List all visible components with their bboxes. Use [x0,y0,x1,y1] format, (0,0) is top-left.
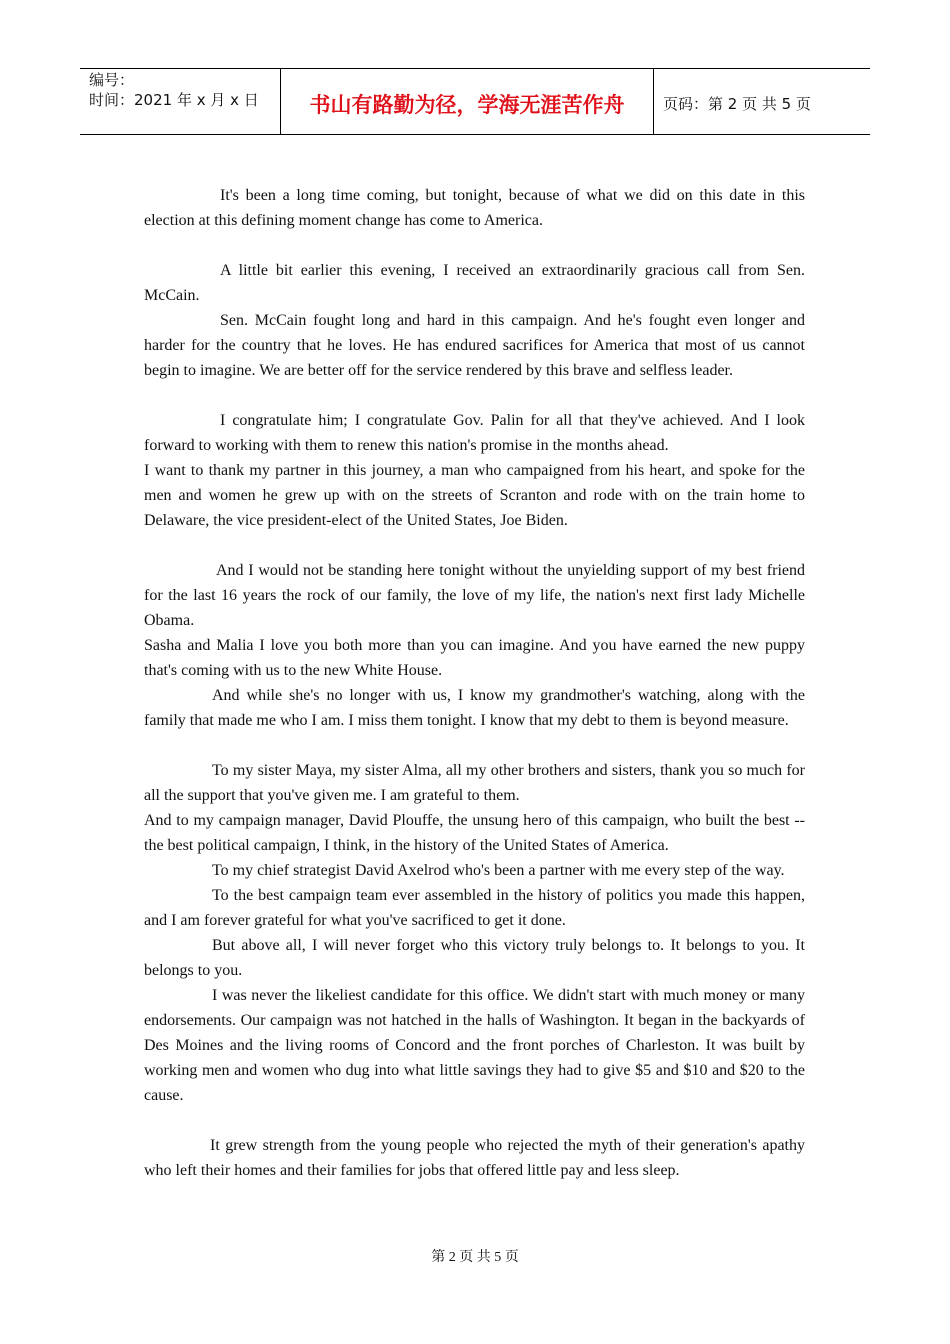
paragraph: And to my campaign manager, David Plouffe, the unsung hero of this campaign, who built the best -- the best political campaign, I think, in the history of the United States of America. [144,812,805,854]
page-footer [0,1246,950,1266]
header-motto: 书山有路勤为径，学海无涯苦作舟 [309,93,625,117]
header-motto-cell [281,69,654,135]
paragraph: And while she's no longer with us, I know my grandmother's watching, along with the family that made me who I am. I miss them tonight. I know that my debt to them is beyond measure. [144,687,805,729]
paragraph: And I would not be standing here tonight without the unyielding support of my best friend for the last 16 years the rock of our family, the love of my life, the nation's next first lady Michelle Obama. [144,562,805,629]
document-header [80,68,870,135]
header-page-cell [654,69,870,135]
paragraph: I want to thank my partner in this journey, a man who campaigned from his heart, and spoke for the men and women he grew up with on the streets of Scranton and rode with on the train home to Delaware, the vice president-elect of the United States, Joe Biden. [144,462,805,529]
paragraph: I congratulate him; I congratulate Gov. Palin for all that they've achieved. And I look forward to working with them to renew this nation's promise in the months ahead. [144,412,805,454]
paragraph: I was never the likeliest candidate for this office. We didn't start with much money or many endorsements. Our campaign was not hatched in the halls of Washington. It began in the backyards of Des Moines and the living rooms of Concord and the front porches of Charleston. It was built by working men and women who dug into what little savings they had to give $5 and $10 and $20 to the cause. [144,987,805,1104]
footer-page-number: 第 2 页 共 5 页 [431,1250,519,1265]
paragraph: To my sister Maya, my sister Alma, all my other brothers and sisters, thank you so much for all the support that you've given me. I am grateful to them. [144,762,805,804]
document-date-label: 时间：2021 年 x 月 x 日 [89,91,259,109]
paragraph: It grew strength from the young people who rejected the myth of their generation's apathy who left their homes and their families for jobs that offered little pay and less sleep. [144,1137,805,1179]
paragraph: To my chief strategist David Axelrod who's been a partner with me every step of the way. [212,862,785,879]
paragraph: Sasha and Malia I love you both more than you can imagine. And you have earned the new puppy that's coming with us to the new White House. [144,637,805,679]
paragraph: To the best campaign team ever assembled in the history of politics you made this happen, and I am forever grateful for what you've sacrificed to get it done. [144,887,805,929]
header-page-code: 页码：第 2 页 共 5 页 [663,95,811,113]
document-number-label: 编号： [89,71,135,89]
paragraph: Sen. McCain fought long and hard in this campaign. And he's fought even longer and harder for the country that he loves. He has endured sacrifices for America that most of us cannot begin to imagine. We are better off for the service rendered by this brave and selfless leader. [144,312,805,379]
paragraph: It's been a long time coming, but tonight, because of what we did on this date in this election at this defining moment change has come to America. [144,187,805,229]
paragraph: A little bit earlier this evening, I received an extraordinarily gracious call from Sen. McCain. [144,262,805,304]
speech-body [144,183,805,1183]
header-meta-cell [80,69,281,135]
paragraph: But above all, I will never forget who this victory truly belongs to. It belongs to you. It belongs to you. [144,937,805,979]
